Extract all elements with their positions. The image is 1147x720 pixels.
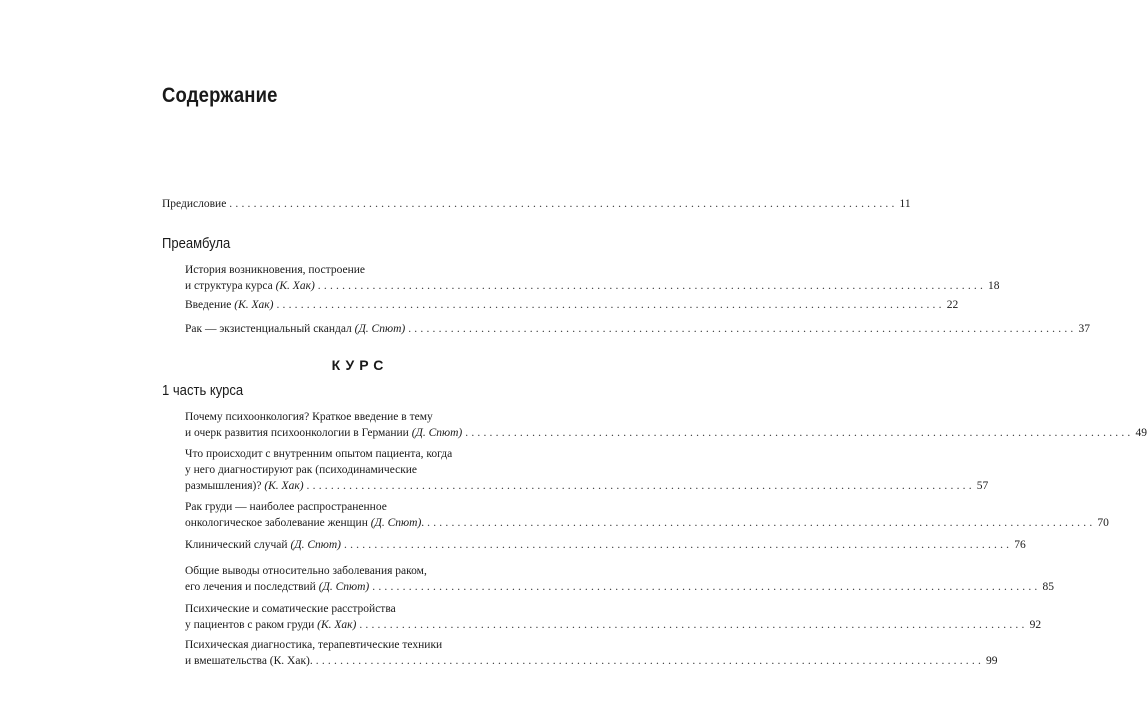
- dot-leader: ..............................................................................................................: [315, 655, 985, 667]
- page-number: 18: [988, 280, 1000, 292]
- entry-trailing: .: [421, 517, 425, 529]
- page-number: 57: [976, 480, 989, 492]
- entry-trailing: .: [309, 655, 313, 667]
- entry-line: Почему психоонкология? Краткое введение в тему: [185, 411, 433, 423]
- entry-text: его лечения и последствий: [185, 581, 319, 593]
- entry-author: (К. Хак): [264, 480, 304, 492]
- dot-leader: ..............................................................................................................: [276, 299, 945, 311]
- entry-line: Рак груди — наиболее распространенное: [185, 501, 387, 513]
- entry-author: (Д. Спют): [370, 517, 422, 529]
- entry-line: История возникновения, построение: [185, 264, 365, 276]
- entry-text: Клинический случай: [185, 539, 291, 551]
- section-heading-part-1: 1 часть курса: [162, 383, 244, 399]
- dot-leader: ..............................................................................................................: [408, 323, 1077, 335]
- dot-leader: ..............................................................................................................: [344, 539, 1013, 551]
- entry-text: Введение: [185, 299, 235, 311]
- entry-text: и структура курса: [185, 280, 276, 292]
- entry-author: (Д. Спют): [411, 427, 463, 439]
- entry-author: (Д. Спют): [290, 539, 341, 551]
- entry-line: у него диагностируют рак (психодинамические: [185, 464, 418, 476]
- entry-author: (К. Хак): [275, 280, 315, 292]
- entry-text: у пациентов с раком груди: [185, 619, 318, 631]
- entry-text: размышления)?: [185, 480, 265, 492]
- entry-text: Предисловие: [162, 198, 227, 210]
- dot-leader: ..............................................................................................................: [229, 198, 898, 210]
- dot-leader: ..............................................................................................................: [465, 427, 1134, 439]
- dot-leader: ..............................................................................................................: [306, 480, 975, 492]
- page-number: 85: [1042, 581, 1054, 593]
- entry-author: (Д. Спют): [354, 323, 406, 335]
- entry-text: и очерк развития психоонкологии в Германии: [185, 427, 412, 439]
- page-number: 76: [1014, 539, 1026, 551]
- dot-leader: ..............................................................................................................: [359, 619, 1028, 631]
- page-title: Содержание: [162, 84, 278, 107]
- toc-entry: [185, 563, 1054, 595]
- entry-line: Что происходит с внутренним опытом пациента, когда: [185, 448, 453, 460]
- toc-entry: [185, 321, 1090, 337]
- part-heading-course: КУРС: [331, 357, 389, 373]
- page-number: 49: [1135, 427, 1147, 439]
- toc-entry: [185, 537, 1026, 553]
- page-number: 92: [1029, 619, 1042, 631]
- entry-author: (Д. Спют): [318, 581, 370, 593]
- entry-text: и вмешательства (К. Хак): [185, 655, 310, 667]
- toc-entry: [185, 446, 989, 494]
- entry-text: Рак — экзистенциальный скандал: [185, 323, 355, 335]
- page-number: 11: [899, 198, 911, 210]
- entry-author: (К. Хак): [317, 619, 357, 631]
- toc-entry: [185, 409, 1147, 441]
- toc-entry: [185, 601, 1042, 633]
- toc-entry: [185, 297, 959, 313]
- toc-entry: [185, 262, 1000, 294]
- toc-entry: [185, 637, 998, 669]
- toc-entry-preface: [162, 196, 911, 212]
- page-number: 70: [1097, 517, 1109, 529]
- entry-line: Психическая диагностика, терапевтические техники: [185, 639, 443, 651]
- entry-text: онкологическое заболевание женщин: [185, 517, 371, 529]
- page-number: 37: [1078, 323, 1090, 335]
- section-heading-preamble: Преамбула: [162, 236, 231, 252]
- dot-leader: ..............................................................................................................: [317, 280, 987, 292]
- dot-leader: ..............................................................................................................: [427, 517, 1096, 529]
- entry-line: Психические и соматические расстройства: [185, 603, 396, 615]
- entry-author: (К. Хак): [234, 299, 274, 311]
- page-number: 22: [946, 299, 959, 311]
- toc-entry: [185, 499, 1109, 531]
- dot-leader: ..............................................................................................................: [372, 581, 1041, 593]
- page-number: 99: [986, 655, 998, 667]
- entry-line: Общие выводы относительно заболевания раком,: [185, 565, 427, 577]
